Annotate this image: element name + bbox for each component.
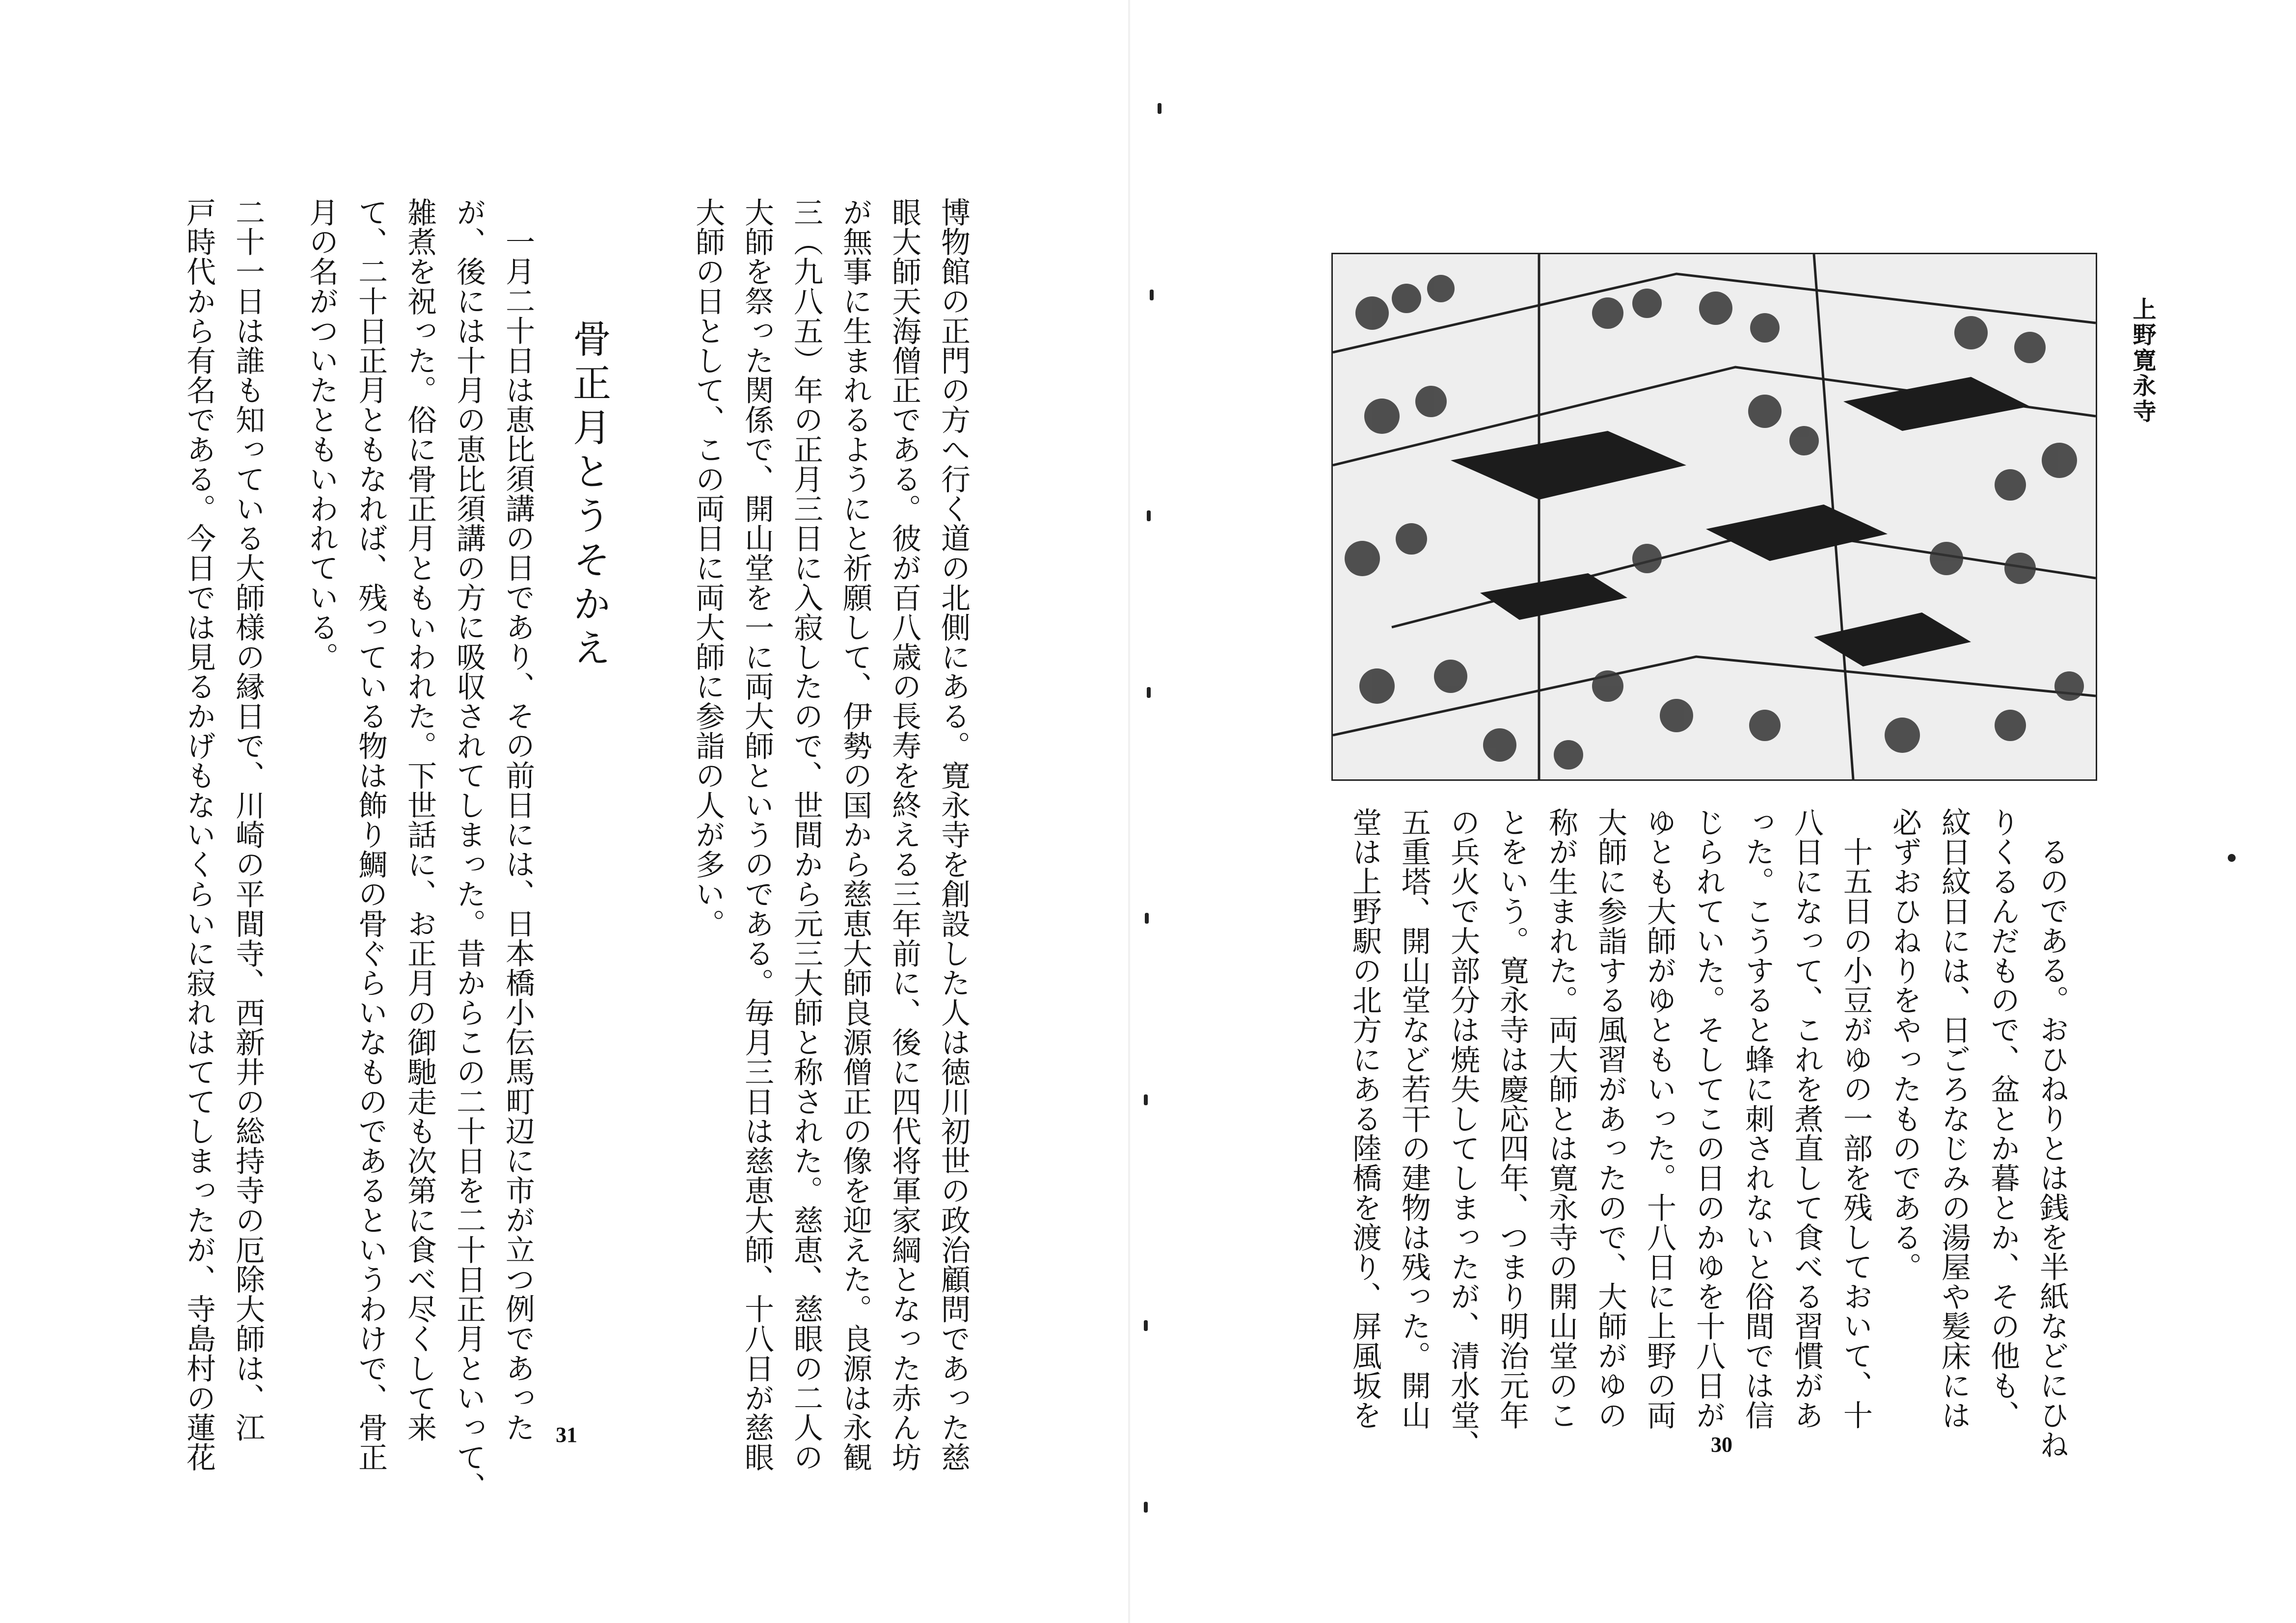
section-column: 雑煮を祝った。俗に骨正月ともいわれた。下世話に、お正月の御馳走も次第に食べ尽くして来	[403, 197, 437, 1442]
body-column: 三（九八五）年の正月三日に入寂したので、世間から元三大師と称された。慈恵、慈眼の二人の	[789, 197, 823, 1472]
scan-mark	[1147, 687, 1151, 698]
body-column: りくるんだもので、盆とか暮とか、その他も、	[1986, 807, 2020, 1430]
body-column: るのである。おひねりとは銭を半紙などにひね	[2035, 837, 2069, 1460]
scan-mark	[1158, 103, 1162, 114]
body-column: 十五日の小豆がゆの一部を残しておいて、十	[1838, 837, 1873, 1430]
body-column: 称が生まれた。両大師とは寛永寺の開山堂のこ	[1544, 807, 1578, 1430]
body-column: 大師を祭った関係で、開山堂を一に両大師というのである。毎月三日は慈恵大師、十八日が慈眼	[740, 197, 774, 1472]
scan-mark	[1144, 1502, 1148, 1513]
page-number: 30	[1711, 1433, 1732, 1457]
body-column: 眼大師天海僧正である。彼が百八歳の長寿を終える三年前に、後に四代将軍家綱となった赤ん坊	[887, 197, 921, 1472]
scan-mark	[1147, 510, 1151, 521]
section-column: 一月二十日は恵比須講の日であり、その前日には、日本橋小伝馬町辺に市が立つ例であった	[501, 227, 535, 1442]
body-column: 紋日紋日には、日ごろなじみの湯屋や髪床には	[1937, 807, 1971, 1430]
section-column: 二十一日は誰も知っている大師様の縁日で、川崎の平間寺、西新井の総持寺の厄除大師は、江	[231, 197, 265, 1442]
section-column: が、後には十月の恵比須講の方に吸収されてしまった。昔からこの二十日を二十日正月といって、	[452, 197, 486, 1502]
body-column: が無事に生まれるようにと祈願して、伊勢の国から慈恵大師良源僧正の像を迎えた。良源は永観	[838, 197, 872, 1472]
body-column: 必ずおひねりをやったものである。	[1888, 807, 1922, 1282]
section-heading: 骨正月とうそかえ	[567, 319, 611, 672]
page-number: 31	[556, 1423, 577, 1447]
scan-mark	[1145, 913, 1149, 924]
body-column: とをいう。寛永寺は慶応四年、つまり明治元年	[1495, 807, 1529, 1430]
body-column: 大師に参詣する風習があったので、大師がゆの	[1593, 807, 1627, 1430]
scan-mark	[1144, 1320, 1148, 1331]
scan-mark	[1144, 1094, 1148, 1105]
right-page	[1129, 0, 2296, 1623]
section-column: 月の名がついたともいわれている。	[304, 197, 339, 672]
body-column: 五重塔、開山堂など若干の建物は残った。開山	[1397, 807, 1431, 1430]
body-column: 堂は上野駅の北方にある陸橋を渡り、屏風坂を	[1348, 807, 1382, 1430]
body-column: 大師の日として、この両日に両大師に参詣の人が多い。	[691, 197, 725, 938]
temple-woodcut-image	[1333, 254, 2096, 779]
body-column: の兵火で大部分は焼失してしまったが、清水堂、	[1446, 807, 1480, 1460]
illustration-caption: 上野寛永寺	[2129, 297, 2156, 425]
section-column: 戸時代から有名である。今日では見るかげもないくらいに寂れはててしまったが、寺島村の蓮花	[182, 197, 216, 1472]
scan-mark	[2228, 854, 2236, 862]
section-column: て、二十日正月ともなれば、残っている物は飾り鯛の骨ぐらいなものであるというわけで、骨正	[353, 197, 388, 1472]
body-column: ゆとも大師がゆともいった。十八日に上野の両	[1642, 807, 1676, 1430]
body-column: った。こうすると蜂に刺されないと俗間では信	[1740, 807, 1775, 1430]
temple-illustration	[1331, 253, 2097, 781]
body-column: じられていた。そしてこの日のかゆを十八日が	[1691, 807, 1726, 1430]
body-column: 博物館の正門の方へ行く道の北側にある。寛永寺を創設した人は徳川初世の政治顧問であった慈	[936, 197, 971, 1472]
left-page	[0, 0, 1129, 1623]
body-column: 八日になって、これを煮直して食べる習慣があ	[1789, 807, 1824, 1430]
scan-mark	[1150, 290, 1154, 300]
